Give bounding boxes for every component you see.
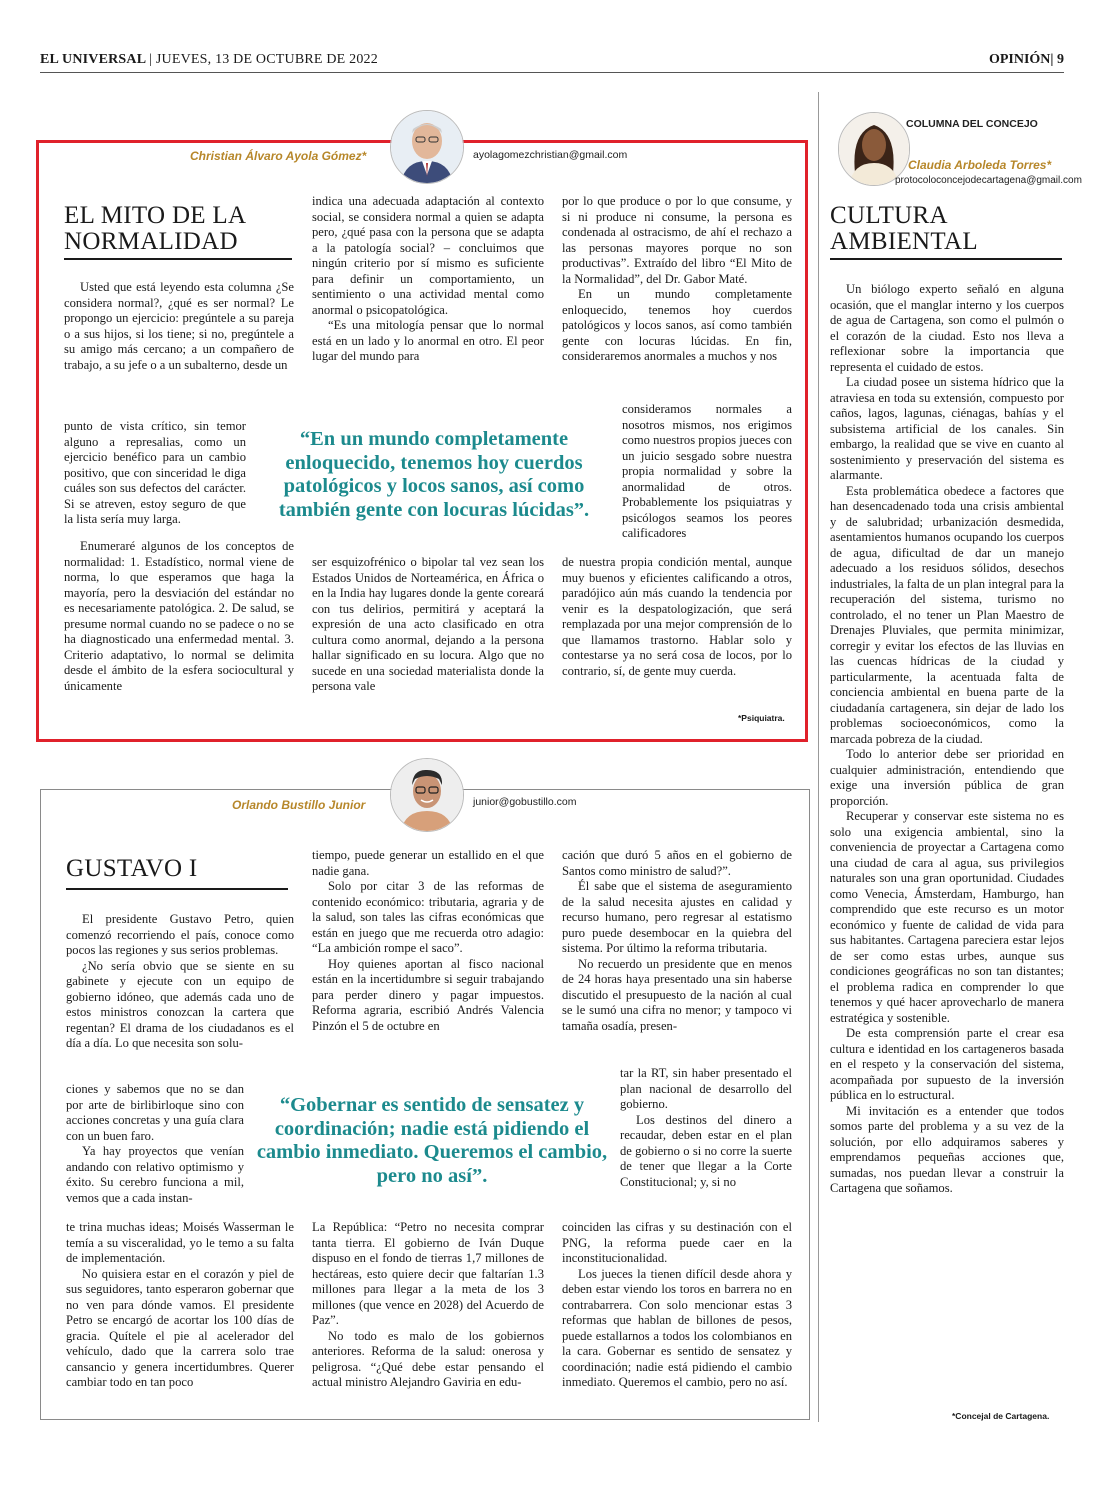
article2-author: Orlando Bustillo Junior bbox=[232, 798, 366, 812]
article2-headline: GUSTAVO I bbox=[66, 855, 198, 882]
issue-date: | JUEVES, 13 DE OCTUBRE DE 2022 bbox=[149, 52, 378, 67]
paper-name: EL UNIVERSAL bbox=[40, 52, 146, 67]
article2-email[interactable]: junior@gobustillo.com bbox=[473, 796, 577, 808]
article2-col3-top: cación que duró 5 años en el gobierno de Santos como ministro de salud?”. Él sabe que el sistema de aseguramiento de la salud necesita ajustes en calidad y recurso humano, pero regresar al estatismo puro puede desembocar en la quiebra del sistema. Por último la reforma tributaria. No recuerdo un presidente que en menos de 24 horas haya presentado una sin haberse discutido el presupuesto de la nación al cual se le sumó una cifra no menor; y tampoco vi tamaña osadía, presen- bbox=[562, 848, 792, 1033]
article1-col1-wrap: punto de vista crítico, sin temor alguno a represalias, como un ejercicio benéfico para un cambio positivo, que con sinceridad le diga cuáles son sus defectos del carácter. Si se atreven, estoy seguro de que la lista sería muy larga. bbox=[64, 419, 246, 526]
sidebar-divider bbox=[818, 92, 819, 1422]
article1-col1-top: Usted que está leyendo esta columna ¿Se considera normal?, ¿qué es ser normal? Le propongo un ejercicio: pregúntele a su pareja o a sus hijos, si los tiene; si no, pregúntele a su amigo más cercano; a un compañero de trabajo, a su jefe o a un subalterno, desde un bbox=[64, 280, 294, 372]
article1-col2-top: indica una adecuada adaptación al contexto social, se considera normal a quien se adapta pero, ¿qué pasa con la persona que se adapta a la patología social? – concluimos que ningún criterio por sí mismo es suficiente para definir un comportamiento, un sentimiento o una actividad mental como anormal o psicopatológica. “Es una mitología pensar que lo normal está en un lado y lo anormal en otro. El peor lugar del mundo para bbox=[312, 194, 544, 363]
article1-author-photo bbox=[390, 110, 464, 184]
article2-col2-bottom: La República: “Petro no necesita comprar tanta tierra. El gobierno de Iván Duque dispuso en el fondo de tierras 1,7 millones de hectáreas, esto quiere decir que faltarían 1.3 millones para llegar a la meta de los 3 millones (que vence en 2028) del Acuerdo de Paz”. No todo es malo de los gobiernos anteriores. Reforma de la salud: onerosa y peligrosa. “¿Qué debe estar pensando el actual ministro Alejandro Gaviria en edu- bbox=[312, 1220, 544, 1389]
article1-author: Christian Álvaro Ayola Gómez* bbox=[190, 149, 367, 163]
sidebar-headline: CULTURA AMBIENTAL bbox=[830, 202, 978, 255]
article2-col3-bottom: coinciden las cifras y su destinación con el PNG, la reforma puede caer en la inconstitucionalidad. Los jueces la tienen difícil desde ahora y deben estar viendo los toros en barrera no en contrabarrera. Con solo mencionar estas 3 reformas que hablan de billones de pesos, puede estallarnos a todos los colombianos en la cara. Gobernar es sentido de sensatez y coordinación; nadie está pidiendo el cambio inmediato. Queremos el cambio, pero no así. bbox=[562, 1220, 792, 1389]
sidebar-author: Claudia Arboleda Torres* bbox=[908, 158, 1052, 172]
section-page: OPINIÓN| 9 bbox=[988, 52, 1064, 67]
article2-col2-top: tiempo, puede generar un estallido en el que nadie gana. Solo por citar 3 de las reformas de contenido económico: tributaria, agraria y de la salud, son tales las cifras económicas que están en juego que me recuerda otro adagio: “La ambición rompe el saco”. Hoy quienes aportan al fisco nacional están en la incertidumbre si seguir trabajando para perder dinero y pagar impuestos. Reforma agraria, escribió Andrés Valencia Pinzón el 5 de octubre en bbox=[312, 848, 544, 1033]
article1-headline: EL MITO DE LA NORMALIDAD bbox=[64, 202, 245, 255]
article2-pull-quote: “Gobernar es sentido de sensatez y coordinación; nadie está pidiendo el cambio inmediato. Queremos el cambio, pero no así”. bbox=[256, 1094, 608, 1187]
article1-col2-bottom: ser esquizofrénico o bipolar tal vez sean los Estados Unidos de Norteamérica, en África o en la India hay lugares donde la gente coreará con tus delirios, permitirá y aceptará la expresión de una acto clasificado en otra cultura como anormal, dejando a la persona hallar significado en su locura. Algo que no sucede en una sociedad materialista donde la persona vale bbox=[312, 555, 544, 693]
article1-pull-quote: “En un mundo completamente enloquecido, tenemos hoy cuerdos patológicos y locos sanos, así como también gente con locuras lúcidas”. bbox=[278, 428, 590, 521]
masthead bbox=[40, 52, 378, 68]
article2-col3-wrap: tar la RT, sin haber presentado el plan nacional de desarrollo del gobierno. Los destinos del dinero a recaudar, deben estar en el plan de gobierno o si no corre la suerte de tener que llegar a la Corte Constitucional; y, si no bbox=[620, 1066, 792, 1189]
sidebar-email[interactable]: protocoloconcejodecartagena@gmail.com bbox=[895, 175, 1082, 186]
article1-col3-bottom: de nuestra propia condición mental, aunque muy buenos y eficientes calificando a otros, paradójico aún más cuando la tendencia por venir es la despatologización, que será remplazada por una mejor comprensión de lo que llamamos trastorno. Hablar solo y contestarse ya no será cosa de locos, por lo contrario, sí, de gente muy cuerda. bbox=[562, 555, 792, 678]
article2-author-photo bbox=[390, 758, 464, 832]
headline-rule bbox=[64, 258, 292, 260]
headline-rule bbox=[830, 258, 1062, 260]
article2-col1-top: El presidente Gustavo Petro, quien comenzó recorriendo el país, conoce como pocos las regiones y sus serios problemas. ¿No sería obvio que se siente en su gabinete y ejecute con un equipo de gobierno idóneo, que además cada uno de estos ministros conozcan la cartera que regentan? El drama de los ciudadanos es el día a día. Lo que necesita son solu- bbox=[66, 912, 294, 1050]
article1-email[interactable]: ayolagomezchristian@gmail.com bbox=[473, 149, 628, 161]
header-rule bbox=[40, 72, 1064, 73]
sidebar-body: Un biólogo experto señaló en alguna ocasión, que el manglar interno y los cuerpos de agua de Cartagena, son como el pulmón o el corazón de la ciudad. Esto nos lleva a reflexionar sobre la importancia que representa el cuidado de estos. La ciudad posee un sistema hídrico que la atraviesa en toda su extensión, compuesto por caños, lagos, lagunas, ciénagas, bahías y el subsistema artificial de los canales. Sin embargo, la realidad que se vive en cuanto al sostenimiento y preservación del sistema es alarmante. Esta problemática obedece a factores que han desencadenado toda una crisis ambiental y de salubridad; urbanización desmedida, asentamientos humanos ocupando los cuerpos de agua, dificultad de dar un manejo adecuado a los residuos sólidos, desechos industriales, la falta de un plan integral para la recuperación del sistema, turismo no controlado, el no tener un Plan Maestro de Drenajes Pluviales, que permita minimizar, corregir y evitar los efectos de las lluvias en las cuencas hídricas de la ciudad y particularmente, la acentuada falta de conciencia ambiental en buena parte de la ciudadanía cartagenera, sin dejar de lado los problemas socioeconómicos, como la marcada pobreza de la ciudad. Todo lo anterior debe ser prioridad en cualquier administración, entendiendo que exige una inversión pública de gran proporción. Recuperar y conservar este sistema no es solo una exigencia ambiental, sino la conveniencia de proyectar a Cartagena como una ciudad de cara al agua, sus privilegios naturales son una gran oportunidad. Ciudades como Venecia, Ámsterdam, Hamburgo, han comprendido que este recurso es un motor económico y fuente de calidad de vida para sus habitantes. Cartagena pareciera estar lejos de ser como estas urbes, aunque sus condiciones geográficas no son tan distantes; el problema radica en comprender lo que tenemos y qué hacer aprovecharlo de manera estratégica y sostenible. De esta comprensión parte el crear esa cultura e identidad en los cartageneros basada en el respeto y la conservación del sistema, acompañada por supuesto de la inversión pública en lo estructural. Mi invitación es a entender que todos somos parte del problema y a su vez de la solución, por ello adquiramos saberes y emprendamos pequeñas acciones que, sumadas, nos puedan llevar a construir la Cartagena que soñamos. bbox=[830, 282, 1064, 1195]
article1-footnote: *Psiquiatra. bbox=[738, 713, 785, 723]
article2-col1-wrap: ciones y sabemos que no se dan por arte de birlibirloque sino con acciones concretas y una guía clara con un buen faro. Ya hay proyectos que venían andando con relativo optimismo y éxito. Su cerebro funciona a mil, vemos que a cada instan- bbox=[66, 1082, 244, 1205]
article1-col1-bottom: Enumeraré algunos de los conceptos de normalidad: 1. Estadístico, normal viene de norma, lo que esperamos que haga la mayoría, pero la desviación del estándar no es necesariamente patológica. 2. De salud, se presume normal cuando no se padece o no se ha diagnosticado una enfermedad mental. 3. Criterio adaptativo, lo normal se delimita desde el ámbito de la esfera sociocultural y únicamente bbox=[64, 539, 294, 693]
sidebar-section-tag: COLUMNA DEL CONCEJO bbox=[906, 118, 1038, 130]
article1-col3-wrap: consideramos normales a nosotros mismos, nos erigimos como nuestros propios jueces con un juicio sesgado sobre nuestra propia normalidad y sobre la anormalidad de otros. Probablemente los psiquiatras y psicólogos seamos los peores calificadores bbox=[622, 402, 792, 540]
article2-col1-bottom: te trina muchas ideas; Moisés Wasserman le temía a su visceralidad, yo le temo a su falta de implementación. No quisiera estar en el corazón y piel de sus seguidores, tanto esperaron gobernar que no ven para dónde vamos. El presidente Petro se encargó de acortar los 100 días de gracia. Quítele el pie al acelerador del vehículo, dado que la carrera solo trae cansancio y genera incertidumbres. Querer cambiar todo en tan poco bbox=[66, 1220, 294, 1389]
article1-col3-top: por lo que produce o por lo que consume, y si ni produce ni consume, la persona es condenada al ostracismo, de ahí el rechazo a las personas mayores porque no son productivas”. Extraído del libro “El Mito de la Normalidad”, del Dr. Gabor Maté. En un mundo completamente enloquecido, tenemos hoy cuerdos patológicos y locos sanos, así como también gente con locuras lúcidas. En fin, consideraremos anormales a muchos y nos bbox=[562, 194, 792, 363]
sidebar-footnote: *Concejal de Cartagena. bbox=[952, 1411, 1050, 1421]
headline-rule bbox=[66, 888, 288, 890]
